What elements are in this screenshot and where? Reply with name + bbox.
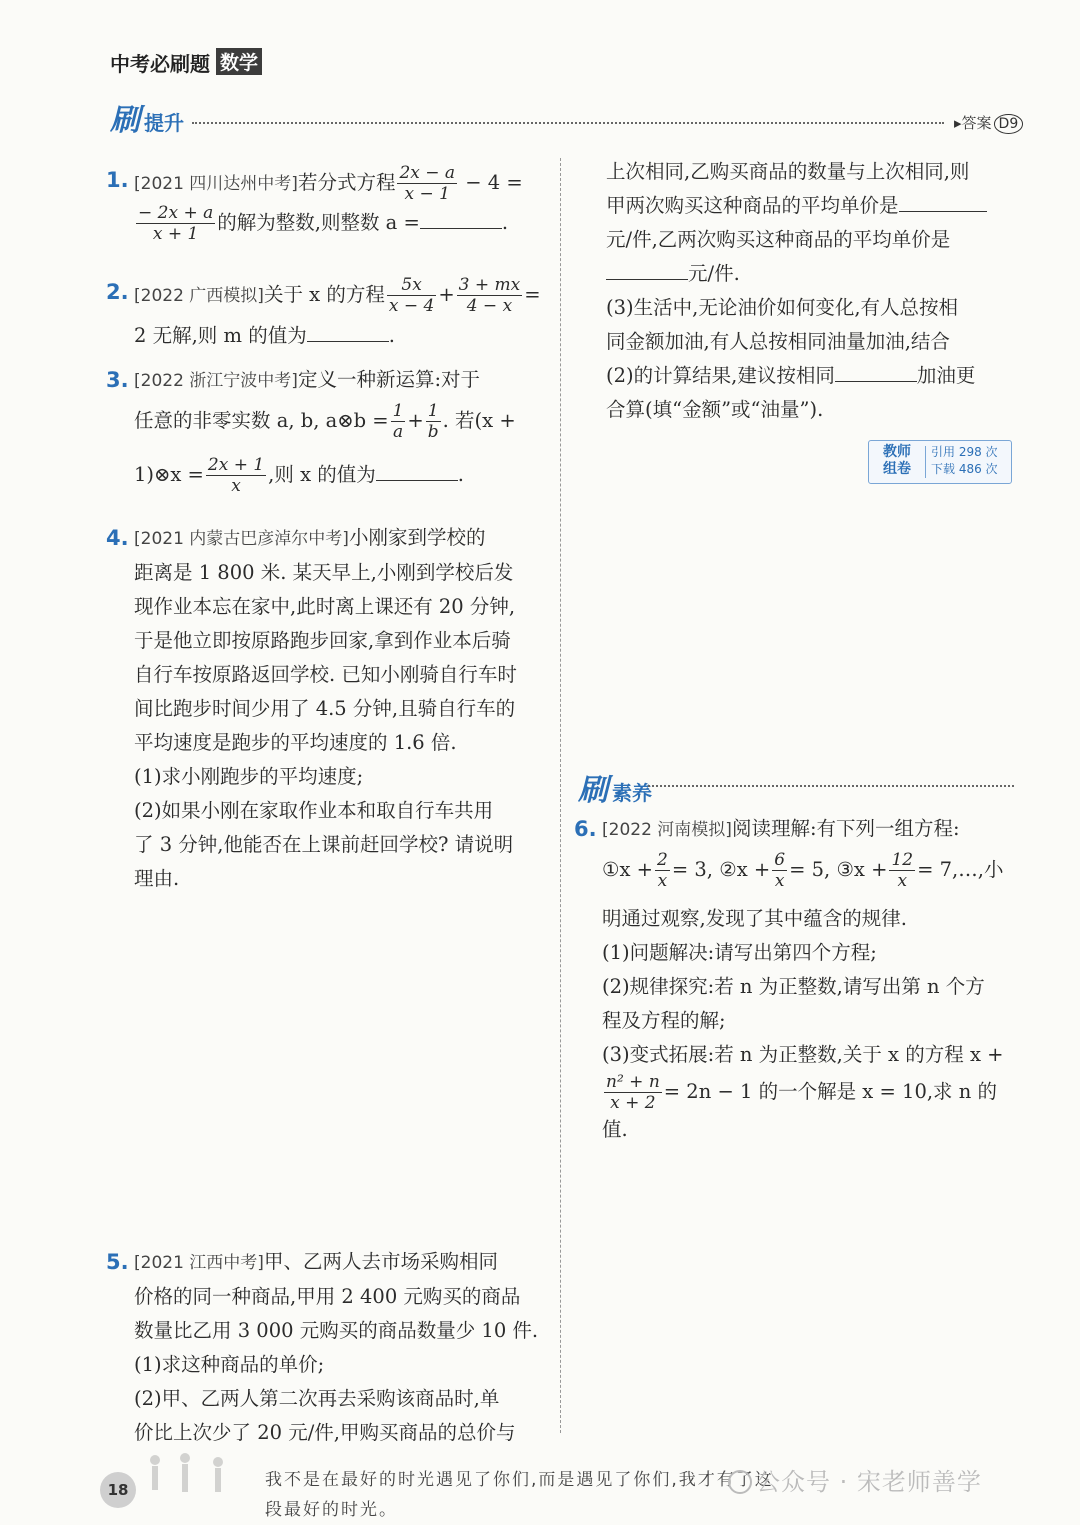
equation-text: ①x +: [602, 858, 654, 881]
fraction: $\frac{6}{x}$: [774, 850, 786, 891]
question-text: ,则 x 的值为: [268, 463, 376, 486]
fraction: $\frac{12}{x}$: [891, 850, 914, 891]
equation-text: ②x +: [719, 858, 771, 881]
fraction: $\frac{\text{n² + n}}{x + 2}$: [606, 1072, 660, 1113]
question-text: .: [388, 324, 395, 347]
equation-text: ③x +: [836, 858, 888, 881]
question-line: (2)如果小刚在家取作业本和取自行车共用: [134, 799, 494, 822]
watermark-text: 公众号 · 宋老师善学: [756, 1468, 982, 1496]
section-heading-suyang: [578, 765, 652, 809]
question-text: = 2n − 1 的一个解是 x = 10,求 n 的值.: [602, 1080, 998, 1141]
question-line: (1)问题解决:请写出第四个方程;: [602, 941, 877, 964]
question-number: 6.: [574, 817, 597, 841]
question-line: 明通过观察,发现了其中蕴含的规律.: [602, 907, 907, 930]
question-text: 任意的非零实数 a, b, a⊗b =: [134, 409, 389, 432]
section-label: 提升: [144, 111, 184, 135]
question-text: 小刚家到学校的: [348, 526, 486, 549]
answer-code: D9: [994, 114, 1024, 134]
cite-count: 引用 298 次: [931, 445, 998, 459]
decorative-figures-icon: [140, 1450, 250, 1510]
question-line: (3)生活中,无论油价如何变化,有人总按相: [606, 296, 959, 319]
usage-stat-box: [868, 440, 1012, 484]
question-text: 1)⊗x =: [134, 463, 204, 486]
question-text: +: [438, 283, 455, 306]
answer-blank[interactable]: [899, 193, 987, 212]
left-column: [106, 163, 554, 896]
answer-blank[interactable]: [376, 462, 458, 481]
question-source: [2021 江西中考]: [134, 1253, 264, 1273]
question-text: − 4 =: [459, 171, 523, 194]
question-text: 定义一种新运算:对于: [297, 368, 481, 391]
question-line: 元/件,乙两次购买这种商品的平均单价是: [606, 228, 951, 251]
question-source: [2022 浙江宁波中考]: [134, 371, 298, 391]
question-number: 5.: [106, 1250, 129, 1274]
question-line: 现作业本忘在家中,此时离上课还有 20 分钟,: [134, 595, 516, 618]
question-line: 距离是 1 800 米. 某天早上,小刚到学校后发: [134, 561, 514, 584]
section-dotted-line: [192, 122, 944, 124]
answer-blank[interactable]: [606, 261, 688, 280]
stat-label: 教师: [883, 444, 911, 460]
page-number: 18: [100, 1472, 136, 1508]
question-line: (3)变式拓展:若 n 为正整数,关于 x 的方程 x +: [602, 1043, 1004, 1066]
equation-text: = 5,: [789, 858, 831, 881]
subject-badge: 数学: [216, 48, 262, 75]
question-text: 元/件.: [688, 262, 740, 285]
question-line: 于是他立即按原路跑步回家,拿到作业本后骑: [134, 629, 511, 652]
question-text: 甲、乙两人去市场采购相同: [263, 1250, 498, 1273]
question-line: (2)规律探究:若 n 为正整数,请写出第 n 个方: [602, 975, 985, 998]
question-line: 间比跑步时间少用了 4.5 分钟,且骑自行车的: [134, 697, 516, 720]
question-text: 关于 x 的方程: [263, 283, 385, 306]
question-line: 上次相同,乙购买商品的数量与上次相同,则: [606, 160, 970, 183]
question-line: 合算(填“金额”或“油量”).: [606, 398, 824, 421]
fraction: $\frac{2x - a}{x - 1}$: [399, 163, 456, 204]
section-label: 素养: [612, 781, 652, 805]
question-line: 程及方程的解;: [602, 1009, 726, 1032]
fraction: $\frac{2}{x}$: [657, 850, 668, 891]
question-text: +: [407, 409, 424, 432]
question-3: [106, 363, 554, 507]
column-divider: [560, 158, 561, 1433]
fraction: $\frac{1}{a}$: [392, 401, 404, 442]
fraction: $\frac{2x + 1}{x}$: [207, 455, 265, 496]
question-line: 了 3 分钟,他能否在上课前赶回学校? 请说明: [134, 833, 514, 856]
question-6: [574, 812, 1022, 1141]
question-line: 自行车按原路返回学校. 已知小刚骑自行车时: [134, 663, 517, 686]
question-text: .: [501, 211, 509, 234]
question-line: 数量比乙用 3 000 元购买的商品数量少 10 件.: [134, 1319, 539, 1342]
question-4: [106, 521, 554, 896]
section-dotted-line: [648, 785, 1014, 787]
question-5: [106, 1245, 554, 1450]
question-text: 甲两次购买这种商品的平均单价是: [606, 194, 899, 217]
question-text: (2)的计算结果,建议按相同: [606, 364, 835, 387]
question-number: 4.: [106, 526, 129, 550]
question-source: [2021 四川达州中考]: [134, 174, 298, 194]
answer-label: 答案: [961, 114, 992, 132]
question-source: [2022 广西模拟]: [134, 286, 264, 306]
question-text: . 若(x +: [442, 409, 516, 432]
equation-text: = 3,: [671, 858, 714, 881]
question-2: [106, 275, 554, 359]
question-source: [2021 内蒙古巴彦淖尔中考]: [134, 529, 349, 549]
answer-blank[interactable]: [835, 363, 917, 382]
fraction: $\frac{1}{b}$: [427, 401, 439, 442]
question-text: .: [457, 463, 464, 486]
question-1: [106, 163, 554, 255]
fraction: $\frac{- 2x + a}{x + 1}$: [138, 203, 214, 244]
download-count: 下载 486 次: [931, 462, 998, 476]
question-line: (1)求这种商品的单价;: [134, 1353, 325, 1376]
section-heading-tisheng: [110, 95, 184, 139]
fraction: $\frac{3 + mx}{4 - x}$: [458, 275, 521, 316]
wechat-icon: [728, 1470, 752, 1494]
equation-text: = 7,…,小: [917, 858, 1004, 881]
question-line: 价格的同一种商品,甲用 2 400 元购买的商品: [134, 1285, 521, 1308]
question-number: 2.: [106, 280, 129, 304]
question-line: 平均速度是跑步的平均速度的 1.6 倍.: [134, 731, 457, 754]
answer-ref: ▸答案 D9: [954, 112, 1023, 134]
question-number: 3.: [106, 368, 129, 392]
book-title: 中考必刷题: [110, 52, 210, 76]
question-text: 的解为整数,则整数 a =: [217, 211, 420, 234]
question-source: [2022 河南模拟]: [602, 820, 732, 840]
question-line: 同金额加油,有人总按相同油量加油,结合: [606, 330, 950, 353]
stat-label: 组卷: [883, 461, 911, 477]
question-number: 1.: [106, 168, 129, 192]
section-mark: 刷: [578, 773, 608, 808]
question-line: 理由.: [134, 867, 180, 890]
question-text: 阅读理解:有下列一组方程:: [731, 817, 960, 840]
question-5-continued: [606, 155, 1026, 427]
answer-blank[interactable]: [307, 323, 389, 342]
question-text: =: [524, 283, 541, 306]
question-line: (2)甲、乙两人第二次再去采购该商品时,单: [134, 1387, 500, 1410]
footer-quote: 我不是在最好的时光遇见了你们,而是遇见了你们,我才有了这段最好的时光。: [265, 1470, 774, 1520]
fraction: $\frac{5x}{x - 4}$: [388, 275, 435, 316]
question-text: 2 无解,则 m 的值为: [134, 324, 307, 347]
answer-blank[interactable]: [420, 210, 502, 229]
section-mark: 刷: [110, 103, 140, 138]
question-text: 若分式方程: [297, 171, 396, 194]
question-text: 加油更: [916, 364, 976, 387]
question-line: 价比上次少了 20 元/件,甲购买商品的总价与: [134, 1421, 516, 1444]
question-line: (1)求小刚跑步的平均速度;: [134, 765, 364, 788]
